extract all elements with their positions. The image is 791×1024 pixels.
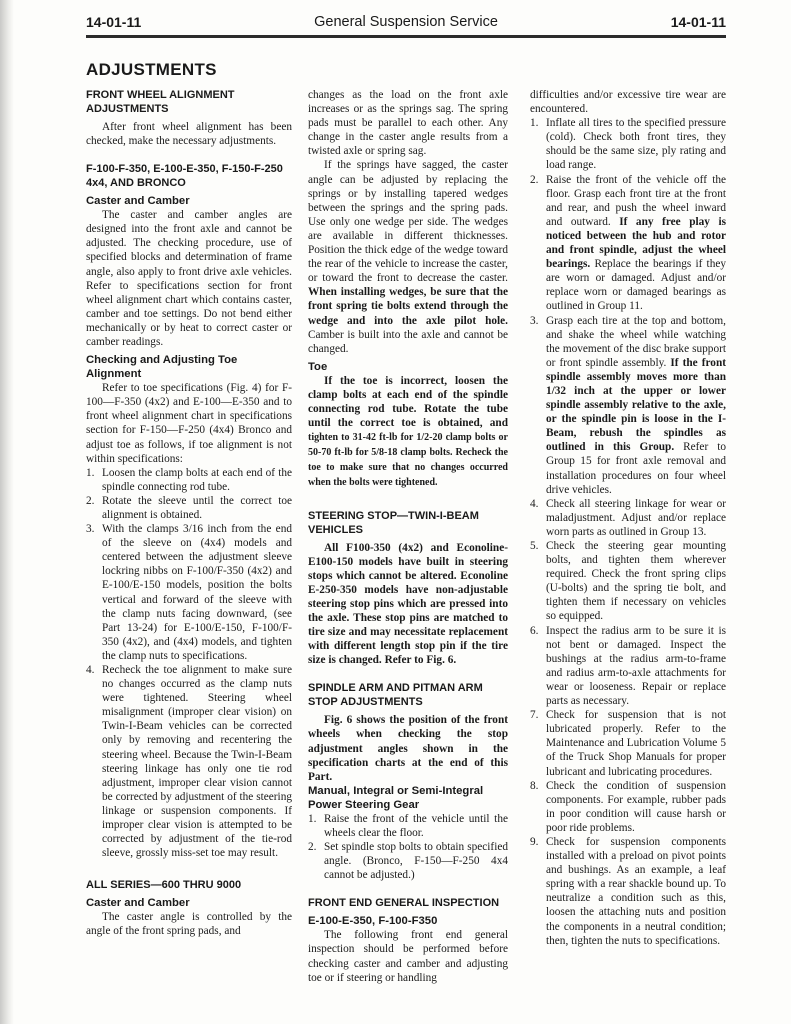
list-item: 8. Check the condition of suspension components. For example, rubber pads in poor condition will cause harsh or poor ride problems. [530,779,726,834]
heading-all-series: ALL SERIES—600 THRU 9000 [86,879,242,892]
paragraph: changes as the load on the front axle increases or as the springs sag. The spring pads must be parallel to each other. Any change in the caster angle results from a twisted axle or spring sag. [308,89,508,158]
paragraph: difficulties and/or excessive tire wear are encountered. [530,89,726,116]
paragraph: After front wheel alignment has been checked, make the necessary adjustments. [86,121,292,148]
paragraph: The caster angle is controlled by the angle of the front spring pads, and [86,911,292,938]
paragraph: The following front end general inspection should be performed before checking caster and camber and adjusting toe or if steering or handling [308,929,508,984]
list-item: 1. Inflate all tires to the specified pressure (cold). Check both front tires, they should be the same size, ply rating and load range. [530,117,726,172]
column-3 [530,88,726,948]
list-item: 2. Raise the front of the vehicle off the floor. Grasp each front tire at the front and rear, and push the wheel inward and outward. If any free play is noticed between the hub and rotor and front spindle, adjust the wheel bearings. Replace the bearings if they are worn or damaged. Adjust and/or replace worn or damaged bearings as outlined in Group 11. [530,173,726,313]
list-item: 3. With the clamps 3/16 inch from the end of the sleeve on (4x4) models and centered between the adjustment sleeve lockring nibbs on F-100/F-350 (4x2) and E-100/E-150 models, position the bolts vertical and forward of the sleeve with the clamp nuts facing downward, (see Part 13-24) for E-100/E-150, F-100/F-350 (4x2), and (4x4) models, and tighten the clamp nuts to specifications. [86,523,292,662]
subheading-caster-camber-2: Caster and Camber [86,897,190,910]
paragraph-springs-sagged: If the springs have sagged, the caster angle can be adjusted by replacing the springs or by installing tapered wedges between the springs and the spring pads. Use only one wedge per side. The wedges are available in different thicknesses. Position the thick edge of the wedge toward the rear of the vehicle to increase the caster, or toward the front to decrease the caster. When installing wedges, be sure that the front spring tie bolts extend through the wedge and into the axle pilot hole. Camber is built into the axle and cannot be changed. [308,159,508,355]
page-number-left: 14-01-11 [86,14,142,30]
paragraph-steering-stop: All F100-350 (4x2) and Econoline-E100-150 models have built in steering stops which cannot be altered. Econoline E-250-350 models have non-adjustable steering stop pins which are pressed into the axle. These stop pins are matched to tire size and may necessitate replacement with different length stop pin if the tire size is changed. Refer to Fig. 6. [308,541,508,667]
column-1 [86,88,292,939]
stop-steps-list [308,812,508,882]
toe-steps-list [86,466,292,861]
list-item: 7. Check for suspension that is not lubricated properly. Refer to the Maintenance and Lubrication Volume 5 of the Truck Shop Manuals for proper lubricant and lubricating procedures. [530,709,726,778]
subheading-e100-f100: E-100-E-350, F-100-F350 [308,915,438,928]
page-number-right: 14-01-11 [670,14,726,30]
heading-models: F-100-F-350, E-100-E-350, F-150-F-250 4x4, AND BRONCO [86,163,283,190]
subheading-caster-camber: Caster and Camber [86,195,190,208]
heading-spindle-arm: SPINDLE ARM AND PITMAN ARM STOP ADJUSTMENTS [308,682,483,709]
page-binding-edge [0,0,14,1024]
subheading-power-steering: Manual, Integral or Semi-Integral Power Steering Gear [308,784,484,811]
list-item: 5. Check the steering gear mounting bolts, and tighten them wherever required. Check the front spring clips (U-bolts) and the spring tie bolt, and tighten them if necessary on vehicles so equipped. [530,540,726,623]
list-item: 3. Grasp each tire at the top and bottom, and shake the wheel while watching the movement of the disc brake support or front spindle assembly. If the front spindle assembly moves more than 1/32 inch at the upper or lower spindle assembly relative to the axle, or the spindle pin is loose in the I-Beam, rebush the spindles as outlined in this Group. Refer to Group 15 for front axle removal and installation procedures on four wheel drive vehicles. [530,314,726,496]
column-2 [308,88,508,985]
list-item: 6. Inspect the radius arm to be sure it is not bent or damaged. Inspect the bushings at the radius arm-to-frame and radius arm-to-axle attachments for wear or looseness. Repair or replace parts as necessary. [530,624,726,708]
heading-front-end-inspection: FRONT END GENERAL INSPECTION [308,897,500,910]
list-item: 9. Check for suspension components installed with a preload on pivot points and bushings. As an example, a leaf spring with a rear shackle bound up. To neutralize a condition such as this, loosen the attaching nuts and position the components in a neutral condition; then, tighten the nuts to specifications. [530,835,726,947]
paragraph-spindle-arm: Fig. 6 shows the position of the front wheels when checking the stop adjustment angles shown in the specification charts at the end of this Part. [308,714,508,783]
list-item: 2. Rotate the sleeve until the correct toe alignment is obtained. [86,494,292,521]
subheading-toe: Toe [308,360,328,373]
list-item: 4. Recheck the toe alignment to make sure no changes occurred as the clamp nuts were tightened. Steering wheel misalignment (improper clear vision) on Twin-I-Beam vehicles can be corrected only by removing and recentering the steering wheel. Because the Twin-I-Beam steering linkage has only one tie rod adjustment, improper clear vision cannot be corrected by adjustment of the steering linkage or suspension components. If improper clear vision is attempted to be corrected by adjustment of the tie-rod sleeve, grossly miss-set toe may result. [86,664,292,860]
list-item: 1. Raise the front of the vehicle until the wheels clear the floor. [308,812,508,839]
inspection-steps-list [530,116,726,948]
header-rule [86,35,726,38]
page-header [86,14,726,34]
paragraph: The caster and camber angles are designed into the front axle and cannot be adjusted. The checking procedure, use of specified blocks and determination of frame angle, also apply to front drive axle vehicles. Refer to specifications section for front wheel alignment chart which contains caster, camber and toe settings. Do not bend either mechanically or by heat to correct caster or camber readings. [86,209,292,349]
heading-steering-stop: STEERING STOP—TWIN-I-BEAM VEHICLES [308,509,479,536]
list-item: 2. Set spindle stop bolts to obtain specified angle. (Bronco, F-150—F-250 4x4 cannot be adjusted.) [308,841,508,882]
list-item: 1. Loosen the clamp bolts at each end of the spindle connecting rod tube. [86,466,292,493]
list-item: 4. Check all steering linkage for wear or maladjustment. Adjust and/or replace worn parts as outlined in Group 13. [530,497,726,538]
paragraph-toe: If the toe is incorrect, loosen the clamp bolts at each end of the spindle connecting rod tube. Rotate the tube until the correct toe is obtained, and tighten to 31-42 ft-lb for 1/2-20 clamp bolts or 50-70 ft-lb for 5/8-18 clamp bolts. Recheck the toe to make sure that no changes occurred when the bolts were tightened. [308,374,508,489]
section-title: General Suspension Service [314,14,498,30]
heading-front-wheel-alignment: FRONT WHEEL ALIGNMENT ADJUSTMENTS [86,89,235,115]
subheading-toe-alignment: Checking and Adjusting Toe Alignment [86,354,238,381]
paragraph: Refer to toe specifications (Fig. 4) for F-100—F-350 (4x2) and E-100—E-350 and to front wheel alignment chart in specifications section for F-150—F-250 (4x4) Bronco and adjust toe as follows, if toe alignment is not within specifications: [86,382,292,465]
main-heading: ADJUSTMENTS [86,60,217,79]
